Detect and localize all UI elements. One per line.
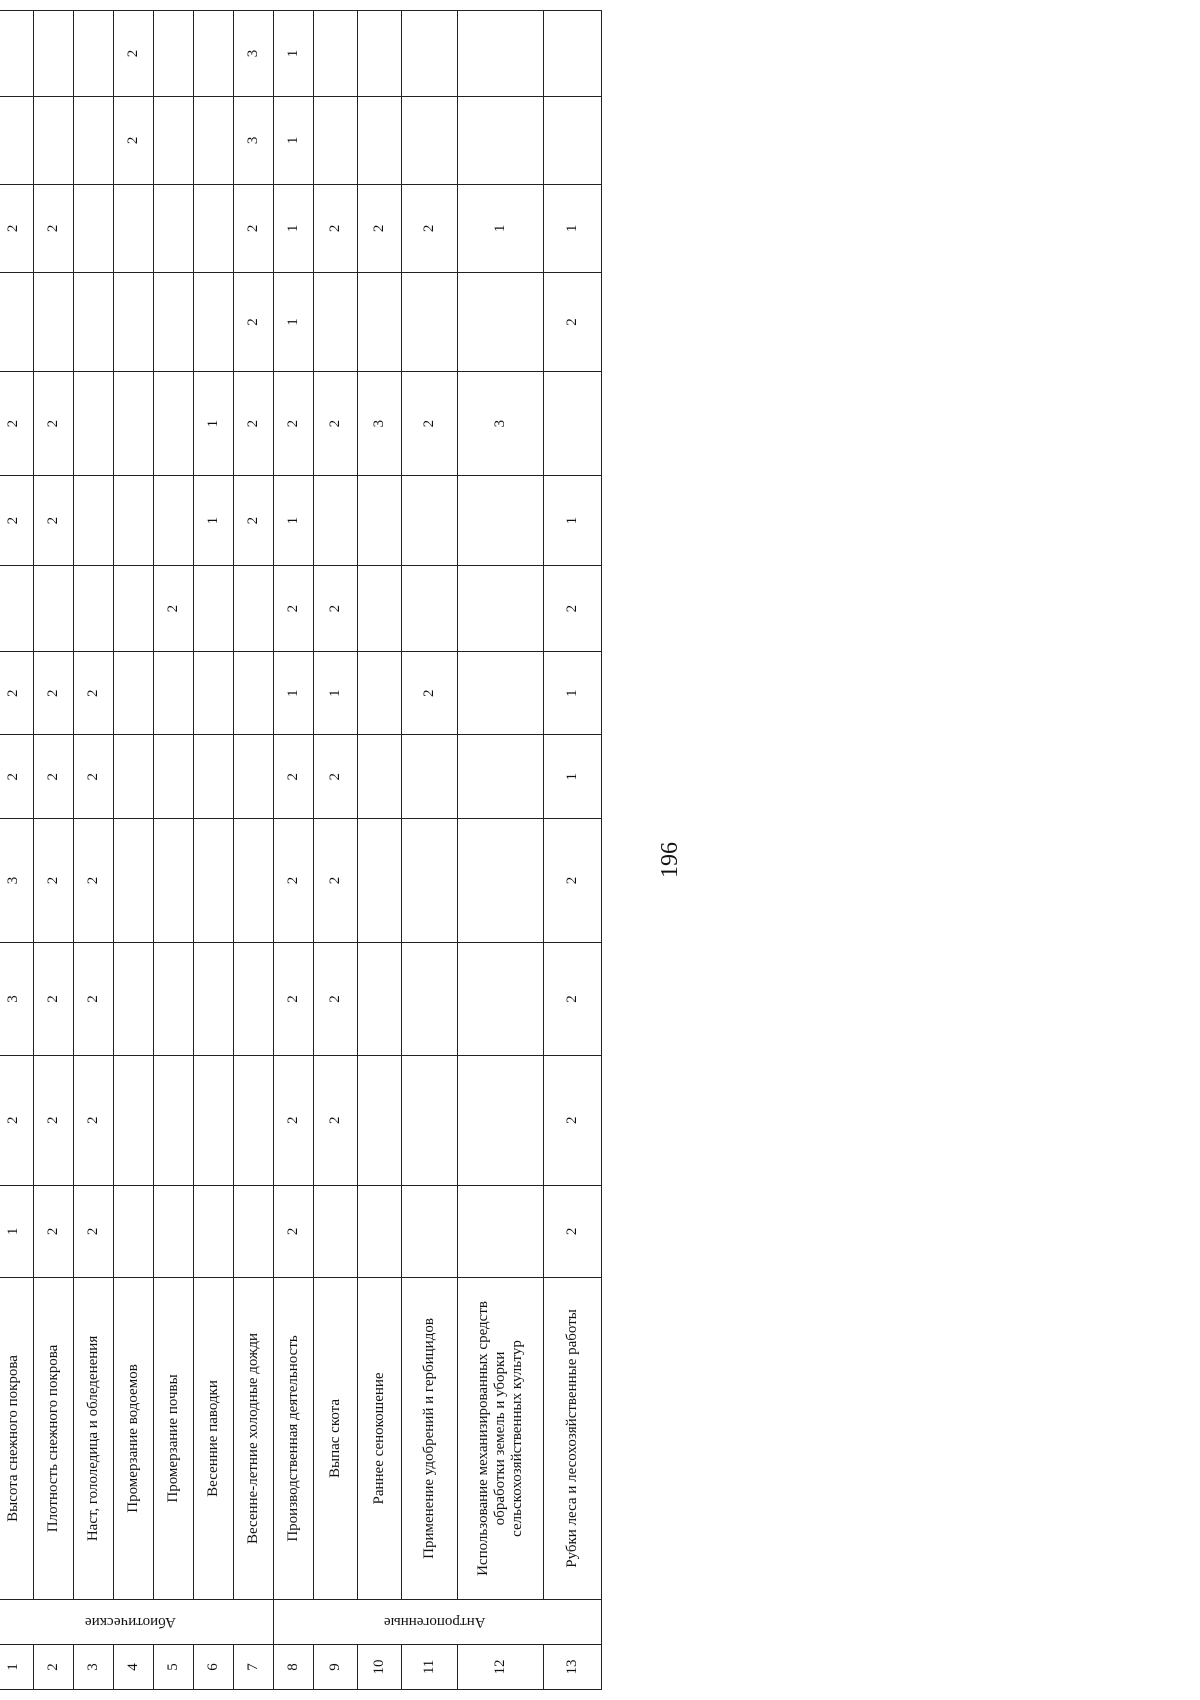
impact-value-cell: 2 xyxy=(402,372,458,476)
table-row xyxy=(402,11,458,1690)
table-row xyxy=(154,11,194,1690)
impact-value-cell: 2 xyxy=(544,1055,602,1185)
impact-value-cell xyxy=(402,475,458,565)
impact-value-cell: 2 xyxy=(34,943,74,1056)
impact-value-cell xyxy=(544,11,602,97)
impact-value-cell: 2 xyxy=(314,818,358,942)
factor-name: Высота снежного покрова xyxy=(0,1278,34,1600)
impact-value-cell: 2 xyxy=(274,372,314,476)
impact-value-cell: 2 xyxy=(0,372,34,476)
impact-value-cell xyxy=(458,1185,544,1278)
impact-value-cell: 1 xyxy=(458,184,544,272)
impact-value-cell: 1 xyxy=(274,475,314,565)
impact-value-cell: 3 xyxy=(0,818,34,942)
impact-value-cell xyxy=(458,818,544,942)
impact-value-cell xyxy=(34,566,74,652)
impact-value-cell xyxy=(234,1055,274,1185)
impact-value-cell: 2 xyxy=(274,1185,314,1278)
row-number: 1 xyxy=(0,1644,34,1689)
row-number: 3 xyxy=(74,1644,114,1689)
impact-value-cell xyxy=(402,943,458,1056)
impact-value-cell xyxy=(544,96,602,184)
impact-value-cell xyxy=(34,272,74,371)
impact-value-cell xyxy=(402,11,458,97)
impact-value-cell xyxy=(74,566,114,652)
impact-value-cell: 1 xyxy=(544,652,602,735)
table-row xyxy=(34,11,74,1690)
impact-value-cell: 2 xyxy=(0,735,34,818)
impact-value-cell: 2 xyxy=(114,96,154,184)
impact-value-cell xyxy=(358,566,402,652)
impact-value-cell xyxy=(0,96,34,184)
impact-value-cell xyxy=(314,96,358,184)
impact-value-cell: 2 xyxy=(544,818,602,942)
impact-value-cell: 2 xyxy=(544,566,602,652)
impact-value-cell xyxy=(358,943,402,1056)
impact-value-cell: 2 xyxy=(314,184,358,272)
impact-value-cell xyxy=(154,1185,194,1278)
impact-value-cell: 2 xyxy=(544,1185,602,1278)
impact-value-cell xyxy=(154,96,194,184)
impact-value-cell xyxy=(194,184,234,272)
impact-value-cell: 3 xyxy=(358,372,402,476)
impact-value-cell: 1 xyxy=(274,652,314,735)
impact-value-cell: 3 xyxy=(0,943,34,1056)
impact-value-cell xyxy=(154,184,194,272)
factor-name: Раннее сенокошение xyxy=(358,1278,402,1600)
row-number: 11 xyxy=(402,1644,458,1689)
impact-value-cell: 2 xyxy=(114,11,154,97)
impact-value-cell: 2 xyxy=(34,818,74,942)
group-label: Антропогенные xyxy=(384,1614,486,1631)
impact-value-cell: 2 xyxy=(402,652,458,735)
factor-name: Рубки леса и лесохозяйственные работы xyxy=(544,1278,602,1600)
impact-value-cell xyxy=(458,1055,544,1185)
impact-value-cell: 1 xyxy=(274,96,314,184)
impact-value-cell xyxy=(114,475,154,565)
impact-value-cell xyxy=(154,818,194,942)
table-row xyxy=(74,11,114,1690)
impact-value-cell xyxy=(358,652,402,735)
factor-name: Весенние паводки xyxy=(194,1278,234,1600)
impact-value-cell xyxy=(34,96,74,184)
impact-value-cell xyxy=(74,372,114,476)
impact-value-cell: 3 xyxy=(234,96,274,184)
impact-value-cell xyxy=(458,735,544,818)
impact-value-cell xyxy=(234,818,274,942)
impact-value-cell: 1 xyxy=(0,1185,34,1278)
impact-value-cell xyxy=(154,1055,194,1185)
impact-value-cell: 2 xyxy=(314,1055,358,1185)
impact-value-cell: 2 xyxy=(358,184,402,272)
impact-value-cell xyxy=(458,943,544,1056)
impact-value-cell xyxy=(114,1055,154,1185)
impact-value-cell xyxy=(114,184,154,272)
impact-value-cell xyxy=(194,11,234,97)
impact-value-cell: 1 xyxy=(274,184,314,272)
impact-value-cell xyxy=(114,566,154,652)
impact-value-cell xyxy=(154,652,194,735)
impact-value-cell xyxy=(234,1185,274,1278)
impact-value-cell xyxy=(358,1185,402,1278)
impact-value-cell xyxy=(314,475,358,565)
impact-value-cell: 2 xyxy=(154,566,194,652)
impact-value-cell xyxy=(194,1185,234,1278)
impact-value-cell xyxy=(458,566,544,652)
table-body xyxy=(0,11,602,1690)
impact-value-cell xyxy=(358,272,402,371)
impact-value-cell xyxy=(458,96,544,184)
impact-value-cell: 2 xyxy=(74,818,114,942)
impact-value-cell: 1 xyxy=(544,735,602,818)
impact-value-cell xyxy=(194,735,234,818)
impact-value-cell xyxy=(114,735,154,818)
row-number: 5 xyxy=(154,1644,194,1689)
impact-value-cell xyxy=(114,372,154,476)
factors-table xyxy=(0,10,602,1690)
page-number: 196 xyxy=(657,842,683,878)
table-row xyxy=(194,11,234,1690)
impact-value-cell xyxy=(194,566,234,652)
impact-value-cell xyxy=(194,943,234,1056)
impact-value-cell: 1 xyxy=(274,272,314,371)
impact-value-cell xyxy=(0,272,34,371)
impact-value-cell xyxy=(154,272,194,371)
impact-value-cell xyxy=(154,372,194,476)
impact-value-cell: 2 xyxy=(314,735,358,818)
impact-value-cell xyxy=(194,96,234,184)
row-number: 4 xyxy=(114,1644,154,1689)
impact-value-cell: 2 xyxy=(0,652,34,735)
impact-value-cell xyxy=(458,11,544,97)
impact-value-cell xyxy=(194,652,234,735)
impact-value-cell: 2 xyxy=(34,735,74,818)
impact-value-cell xyxy=(458,272,544,371)
impact-value-cell: 2 xyxy=(0,475,34,565)
impact-value-cell: 2 xyxy=(234,475,274,565)
impact-value-cell xyxy=(154,475,194,565)
group-abiotic xyxy=(0,1599,274,1644)
impact-value-cell xyxy=(74,184,114,272)
factor-name: Использование механизированных средств обработки земель и уборки сельскохозяйственных культур xyxy=(458,1278,544,1600)
impact-value-cell xyxy=(402,566,458,652)
impact-value-cell: 2 xyxy=(274,818,314,942)
impact-value-cell: 2 xyxy=(34,475,74,565)
impact-value-cell xyxy=(194,1055,234,1185)
impact-value-cell: 2 xyxy=(74,943,114,1056)
impact-value-cell: 2 xyxy=(314,372,358,476)
impact-value-cell xyxy=(194,818,234,942)
impact-value-cell xyxy=(402,96,458,184)
impact-value-cell xyxy=(314,272,358,371)
impact-value-cell xyxy=(458,652,544,735)
impact-value-cell xyxy=(358,475,402,565)
impact-value-cell xyxy=(114,943,154,1056)
impact-value-cell: 2 xyxy=(314,566,358,652)
impact-value-cell xyxy=(402,272,458,371)
table-row xyxy=(458,11,544,1690)
impact-value-cell xyxy=(154,735,194,818)
row-number: 13 xyxy=(544,1644,602,1689)
impact-value-cell: 2 xyxy=(314,943,358,1056)
row-number: 12 xyxy=(458,1644,544,1689)
impact-value-cell xyxy=(74,475,114,565)
impact-value-cell: 3 xyxy=(234,11,274,97)
group-anthropogenic xyxy=(274,1599,602,1644)
table-row xyxy=(358,11,402,1690)
impact-value-cell xyxy=(114,1185,154,1278)
impact-value-cell: 2 xyxy=(34,1055,74,1185)
impact-value-cell xyxy=(314,1185,358,1278)
impact-value-cell xyxy=(154,943,194,1056)
impact-value-cell xyxy=(402,1185,458,1278)
table-row xyxy=(274,11,314,1690)
impact-value-cell xyxy=(0,566,34,652)
impact-value-cell xyxy=(234,943,274,1056)
factor-name: Весенне-летние холодные дожди xyxy=(234,1278,274,1600)
impact-value-cell: 2 xyxy=(544,272,602,371)
impact-value-cell: 2 xyxy=(0,1055,34,1185)
factor-name: Применение удобрений и гербицидов xyxy=(402,1278,458,1600)
factor-name: Наст, гололедица и обледенения xyxy=(74,1278,114,1600)
impact-value-cell xyxy=(544,372,602,476)
table-row xyxy=(114,11,154,1690)
impact-value-cell: 2 xyxy=(274,566,314,652)
factor-name: Плотность снежного покрова xyxy=(34,1278,74,1600)
impact-value-cell: 2 xyxy=(74,1055,114,1185)
impact-value-cell xyxy=(234,735,274,818)
impact-value-cell: 2 xyxy=(34,184,74,272)
impact-value-cell: 2 xyxy=(34,652,74,735)
impact-value-cell xyxy=(402,818,458,942)
impact-value-cell: 2 xyxy=(544,943,602,1056)
table-row xyxy=(544,11,602,1690)
impact-value-cell: 2 xyxy=(74,735,114,818)
impact-value-cell xyxy=(114,272,154,371)
impact-value-cell xyxy=(358,96,402,184)
impact-value-cell xyxy=(358,735,402,818)
impact-value-cell: 2 xyxy=(0,184,34,272)
factor-name: Промерзание водоемов xyxy=(114,1278,154,1600)
impact-value-cell: 1 xyxy=(194,475,234,565)
impact-value-cell xyxy=(358,818,402,942)
impact-value-cell xyxy=(74,272,114,371)
impact-value-cell: 1 xyxy=(274,11,314,97)
impact-value-cell xyxy=(358,11,402,97)
factor-name: Промерзание почвы xyxy=(154,1278,194,1600)
impact-value-cell xyxy=(114,818,154,942)
impact-value-cell: 1 xyxy=(544,475,602,565)
row-number: 8 xyxy=(274,1644,314,1689)
row-number: 10 xyxy=(358,1644,402,1689)
impact-value-cell xyxy=(34,11,74,97)
impact-value-cell xyxy=(402,735,458,818)
impact-value-cell xyxy=(234,566,274,652)
row-number: 7 xyxy=(234,1644,274,1689)
impact-value-cell xyxy=(314,11,358,97)
impact-value-cell xyxy=(0,11,34,97)
impact-value-cell: 2 xyxy=(34,1185,74,1278)
impact-value-cell: 1 xyxy=(314,652,358,735)
impact-value-cell: 2 xyxy=(234,272,274,371)
factor-name: Выпас скота xyxy=(314,1278,358,1600)
impact-value-cell: 2 xyxy=(234,372,274,476)
table-row xyxy=(234,11,274,1690)
impact-value-cell: 2 xyxy=(74,652,114,735)
impact-value-cell: 1 xyxy=(194,372,234,476)
impact-value-cell: 1 xyxy=(544,184,602,272)
impact-value-cell: 2 xyxy=(274,1055,314,1185)
group-label: Абиотические xyxy=(85,1614,177,1631)
table-row xyxy=(0,11,34,1690)
impact-value-cell: 2 xyxy=(234,184,274,272)
impact-value-cell xyxy=(402,1055,458,1185)
impact-value-cell xyxy=(74,11,114,97)
impact-value-cell xyxy=(458,475,544,565)
impact-value-cell xyxy=(194,272,234,371)
impact-value-cell: 2 xyxy=(74,1185,114,1278)
impact-value-cell: 2 xyxy=(274,943,314,1056)
impact-value-cell xyxy=(358,1055,402,1185)
impact-value-cell xyxy=(234,652,274,735)
impact-value-cell: 2 xyxy=(402,184,458,272)
impact-value-cell: 2 xyxy=(274,735,314,818)
impact-value-cell: 2 xyxy=(34,372,74,476)
row-number: 2 xyxy=(34,1644,74,1689)
factor-name: Производственная деятельность xyxy=(274,1278,314,1600)
row-number: 6 xyxy=(194,1644,234,1689)
impact-value-cell xyxy=(74,96,114,184)
impact-value-cell: 3 xyxy=(458,372,544,476)
impact-value-cell xyxy=(154,11,194,97)
impact-value-cell xyxy=(114,652,154,735)
table-row xyxy=(314,11,358,1690)
row-number: 9 xyxy=(314,1644,358,1689)
